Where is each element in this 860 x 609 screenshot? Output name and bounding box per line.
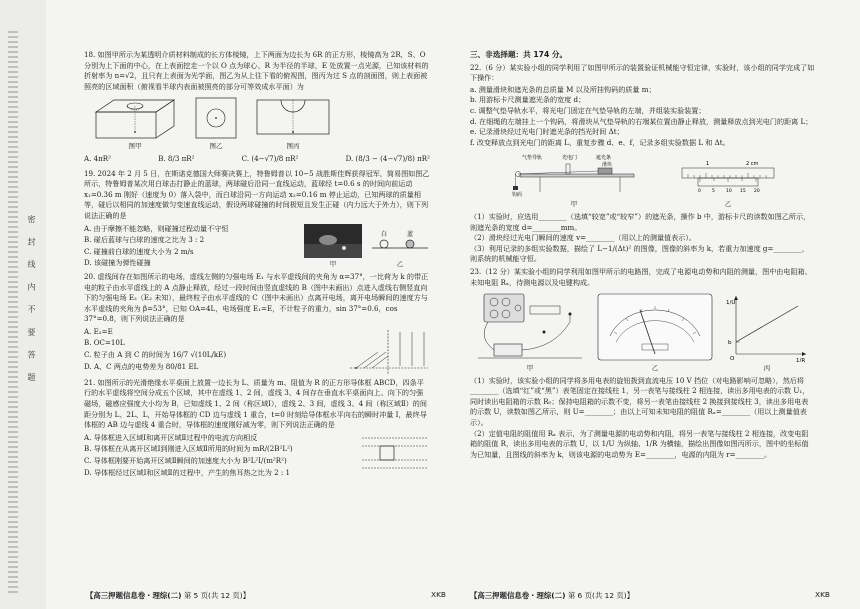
caption-23-jia: 甲 xyxy=(526,364,534,373)
question-20-options xyxy=(84,326,226,376)
question-22-step-e: e. 记录滑块经过光电门时遮光条的挡光时间 Δt； xyxy=(470,127,624,137)
footer-right-code: XKB xyxy=(815,590,830,599)
question-22-step-b: b. 用游标卡尺测量遮光条的宽度 d； xyxy=(470,95,586,105)
section-heading: 三、非选择题：共 174 分。 xyxy=(470,50,568,59)
question-23-figures xyxy=(474,292,815,374)
ruler-label-2cm: 2 cm xyxy=(746,161,759,168)
binding-margin xyxy=(0,0,46,609)
figure-23-yi xyxy=(596,292,714,374)
figure-19-yi xyxy=(370,228,430,270)
question-19 xyxy=(84,169,430,270)
caption-19-jia: 甲 xyxy=(329,260,337,269)
option-18-d[interactable]: D. (8/3 − (4−√7)/8) πR² xyxy=(345,153,430,163)
option-20-a[interactable]: A. E₂=E xyxy=(84,326,113,336)
option-21-c[interactable]: C. 导体框刚要开始离开区域Ⅱ瞬间的加速度大小为 B²L²I/(m²R²) xyxy=(84,456,287,466)
right-column xyxy=(470,50,815,460)
question-20-body xyxy=(84,326,430,376)
prism-diagram xyxy=(92,96,178,140)
figure-23-jia xyxy=(474,292,586,374)
question-21-body xyxy=(84,432,430,479)
option-18-c[interactable]: C. (4−√7)/8 πR² xyxy=(241,153,299,163)
question-18-options xyxy=(84,154,430,165)
caption-18-bing: 图丙 xyxy=(286,142,300,151)
question-22 xyxy=(470,63,815,265)
figure-22-yi xyxy=(678,158,778,210)
option-20-b[interactable]: B. OC=10L xyxy=(84,338,125,348)
caption-18-jia: 图甲 xyxy=(128,142,142,151)
footer-right xyxy=(470,590,830,601)
air-track-diagram xyxy=(510,152,638,198)
question-18 xyxy=(84,50,430,165)
section-diagram xyxy=(254,96,332,140)
question-20 xyxy=(84,272,430,376)
label-white-ball: 白 xyxy=(380,231,388,239)
vernier-label-5: 5 xyxy=(712,189,715,195)
caption-18-yi: 图乙 xyxy=(209,142,223,151)
binding-pattern xyxy=(8,28,18,593)
balls-diagram xyxy=(370,228,430,258)
footer-left xyxy=(86,590,446,601)
question-19-text: 19. 2024 年 2 月 5 日，在斯诺克德国大师赛决赛上，特鲁姆普以 10−5 战胜斯佳辉获得冠军，简易图如图乙所示，特鲁姆普某次用白球击打静止的蓝球，两球碰后沿同一直线运动，蓝球经 t=0.6 s 的时间向前运动 x₁=0.36 m 刚好（速度为 0）落入袋中，而白球沿同一方向运动 x₂=0.16 m 停止运动，已知两球的质量相等，碰后以相同的加速度做匀变速直线运动，假设两球碰撞的时间极短且发生正碰（内力远大于外力），则下列说法正确的是 xyxy=(84,168,430,220)
label-hook-weight: 钩码 xyxy=(512,192,523,199)
inverse-u-graph xyxy=(724,292,810,362)
label-slider: 滑块 xyxy=(602,162,613,169)
caption-23-yi: 乙 xyxy=(651,364,659,373)
footer-right-brand: 【高三押题信息卷・理综(二) xyxy=(470,591,566,600)
option-19-d[interactable]: D. 该碰撞为弹性碰撞 xyxy=(84,258,151,268)
vernier-label-10: 10 xyxy=(726,189,732,195)
caption-23-bing: 丙 xyxy=(763,364,771,373)
label-air-track: 气垫导轨 xyxy=(522,155,543,162)
caption-22-yi: 乙 xyxy=(724,200,732,209)
graph-x-label: 1/R xyxy=(796,358,806,363)
question-22-sub-2: （2）滑块经过光电门瞬间的速度 v=________（用以上的测量值表示）。 xyxy=(470,233,696,243)
binding-seal-text: 密 封 线 内 不 要 答 题 xyxy=(27,215,36,387)
graph-origin-label: O xyxy=(730,356,735,363)
question-21 xyxy=(84,378,430,479)
figure-23-bing xyxy=(724,292,810,374)
question-22-sub-3: （3）利用记录的多组实验数据，描绘了 L−1/(Δt)² 的图像，图像的斜率为 k，若重力加速度 g=________，则系统的机械能守恒。 xyxy=(470,243,809,264)
label-shading-strip: 遮光条 xyxy=(596,155,612,162)
question-23 xyxy=(470,267,815,461)
vernier-label-20: 20 xyxy=(754,189,760,195)
question-22-figures xyxy=(510,152,815,210)
option-21-d[interactable]: D. 导体框经过区域Ⅰ和区域Ⅱ的过程中，产生的焦耳热之比为 2 : 1 xyxy=(84,467,290,477)
figure-18-yi xyxy=(192,96,240,152)
snooker-photo xyxy=(304,224,362,258)
question-21-text: 21. 如图所示的光滑绝缘水平桌面上放置一边长为 L、质量为 m、阻值为 R 的正方形导体框 ABCD，四条平行的水平虚线将空间分成五个区域，其中在虚线 1、2 间，虚线 3、4 间存在垂直水平桌面向上、向下的匀强磁场，磁感应强度大小均为 B，已知虚线 1、2 间（称区域Ⅰ），虚线 2、3 间，虚线 3、4 间（称区域Ⅱ）的间距分别为 L、2L、L，开始导体框的 CD 边与虚线 1 重合，t=0 时刻给导体框水平向右的瞬时冲量 I，最终导体框的 AB 边与虚线 4 重合时，导体框的速度刚好减为零，则下列说法正确的是 xyxy=(84,377,427,430)
question-22-sub-1: （1）实验时，应选用________（选填“较宽”或“较窄”）的遮光条，操作 b 中，游标卡尺的读数如图乙所示，则遮光条的宽度 d=________mm。 xyxy=(470,211,811,232)
question-23-text: 23.（12 分）某实验小组的同学利用如图甲所示的电路图，完成了电源电动势和内阻的测量，图中由电阻箱、未知电阻 Rₓ，待测电源以及电键构成。 xyxy=(470,266,812,287)
label-blue-ball: 蓝 xyxy=(406,231,414,239)
option-19-c[interactable]: C. 碰撞前白球的速度大小为 2 m/s xyxy=(84,246,194,256)
electric-field-diagram xyxy=(348,326,430,376)
question-22-step-d: d. 在细绳的左端挂上一个钩码，将滑块从气垫导轨的右端某位置由静止释放，测量释放点到光电门的距离 L； xyxy=(470,116,813,126)
question-22-step-a: a. 测量滑块和遮光条的总质量 M 以及所挂钩码的质量 m； xyxy=(470,84,656,94)
question-21-options xyxy=(84,432,354,479)
figure-18-bing xyxy=(254,96,332,152)
multimeter-dial xyxy=(596,292,714,362)
option-20-d[interactable]: D. A、C 两点的电势差为 80/81 EL xyxy=(84,361,199,371)
label-photogate: 光电门 xyxy=(562,155,578,162)
caption-19-yi: 乙 xyxy=(396,260,404,269)
vernier-label-0: 0 xyxy=(698,189,701,195)
topview-diagram xyxy=(192,96,240,140)
graph-intercept-label: b xyxy=(728,340,732,347)
question-18-text: 18. 如图甲所示为某透明介质材料制成的长方体棱镜，上下两面为边长为 6R 的正方形，棱镜高为 2R，S、O 分别为上下面的中心，在上表面挖走一个以 O 点为球心、R 为半径的半球，E 处放置一点光源，已知该材料的折射率为 n=√2，且只有上表面为光学面，图乙为从上往下看的俯视图，图丙为过 S 点的剖面图，则上表面被照亮的区域面积（俯视看半球内表面被照亮的部分可等效成水平面）为 xyxy=(84,50,429,91)
caption-22-jia: 甲 xyxy=(570,200,578,209)
question-22-step-f: f. 改变释放点到光电门的距离 L，重复步骤 d、e、f，记录多组实验数据 L 和 Δt。 xyxy=(470,137,730,147)
question-19-options xyxy=(84,223,228,270)
ruler-label-1: 1 xyxy=(706,161,710,168)
option-18-b[interactable]: B. 8/3 πR² xyxy=(158,153,195,163)
question-22-step-c: c. 调整气垫导轨水平，将光电门固定在气垫导轨的左端，并组装实验装置； xyxy=(470,105,706,115)
footer-left-page: 第 5 页(共 12 页)】 xyxy=(183,591,251,600)
option-19-a[interactable]: A. 由于摩擦不能忽略，则碰撞过程动量不守恒 xyxy=(84,223,229,233)
graph-y-label: 1/U xyxy=(726,300,736,307)
question-22-text: 22.（6 分）某实验小组的同学利用了如图甲所示的装置验证机械能守恒定律，实验时，该小组的同学完成了如下操作： xyxy=(470,62,815,83)
option-19-b[interactable]: B. 碰后蓝球与白球的速度之比为 3 : 2 xyxy=(84,235,205,245)
question-19-body xyxy=(84,223,430,270)
figure-19-jia xyxy=(304,224,362,270)
option-20-c[interactable]: C. 粒子由 A 到 C 的时间为 16/7 √(10L/kE) xyxy=(84,350,227,360)
circuit-diagram xyxy=(474,292,586,362)
magnetic-region-diagram xyxy=(360,432,430,472)
figure-22-jia xyxy=(510,152,638,210)
footer-right-page: 第 6 页(共 12 页)】 xyxy=(567,591,635,600)
option-21-a[interactable]: A. 导体框进入区域Ⅰ和离开区域Ⅱ过程中的电流方向相反 xyxy=(84,432,258,442)
question-18-figures xyxy=(92,96,430,152)
footer-left-code: XKB xyxy=(431,590,446,599)
vernier-label-15: 15 xyxy=(740,189,746,195)
question-20-text: 20. 虚线间存在如图所示的电场，虚线左侧的匀强电场 E₁ 与水平虚线间的夹角为 α=37°，一比荷为 k 的带正电的粒子由水平虚线上的 A 点静止释放，经过一段时间由竖直虚线的 B（图中未画出）点进入虚线右侧竖直向下的匀强电场 E₂（E₂ 未知），最终粒子由水平虚线的 C（图中未画出）点离开电场，离开电场瞬间的速度方与水平虚线的夹角为 β=53°，已知 OA=4L，电场强度 E₁=E，不计粒子的重力，sin 37°=0.6，cos 37°=0.8，则下列说法正确的是 xyxy=(84,271,429,324)
left-column xyxy=(84,50,430,479)
question-23-sub-2: （2）定值电阻的阻值用 Rₓ 表示，为了测量电源的电动势和内阻，将另一表笔与接线柱 2 相连接，改变电阻箱的阻值 R，读出多用电表的示数 U，以 1/U 为纵轴、1/R 为横轴，描绘出图像如图丙所示，图中的坐标值为已知量，且图线的斜率为 k，则该电源的电动势为 E=________，电源的内阻为 r=________。 xyxy=(470,428,809,459)
footer-left-brand: 【高三押题信息卷・理综(二) xyxy=(86,591,182,600)
option-18-a[interactable]: A. 4πR² xyxy=(84,153,111,163)
option-21-b[interactable]: B. 导体框在从离开区域Ⅰ到刚进入区域Ⅱ所用的时间为 mR/(2B²L²) xyxy=(84,444,293,454)
figure-18-jia xyxy=(92,96,178,152)
question-23-sub-1: （1）实验时，该实验小组的同学将多用电表的旋钮拨到直流电压 10 V 挡位（对电路影响可忽略），然后将________（选填“红”或“黑”）表笔固定在接线柱 1，另一表笔与接线柱 2 相连接，读出多用电表的示数 U₁，同时读出电阻箱的示数 R₀；保持电阻箱的示数不变，将另一表笔由接线柱 2 换接到接线柱 3，读出多用电表的示数 U，读数如图乙所示，则 U=________；由以上可知未知电阻的阻值 Rₓ=________（用以上测量值表示）。 xyxy=(470,375,810,428)
vernier-caliper-diagram xyxy=(678,158,778,198)
question-19-figures xyxy=(304,223,430,270)
